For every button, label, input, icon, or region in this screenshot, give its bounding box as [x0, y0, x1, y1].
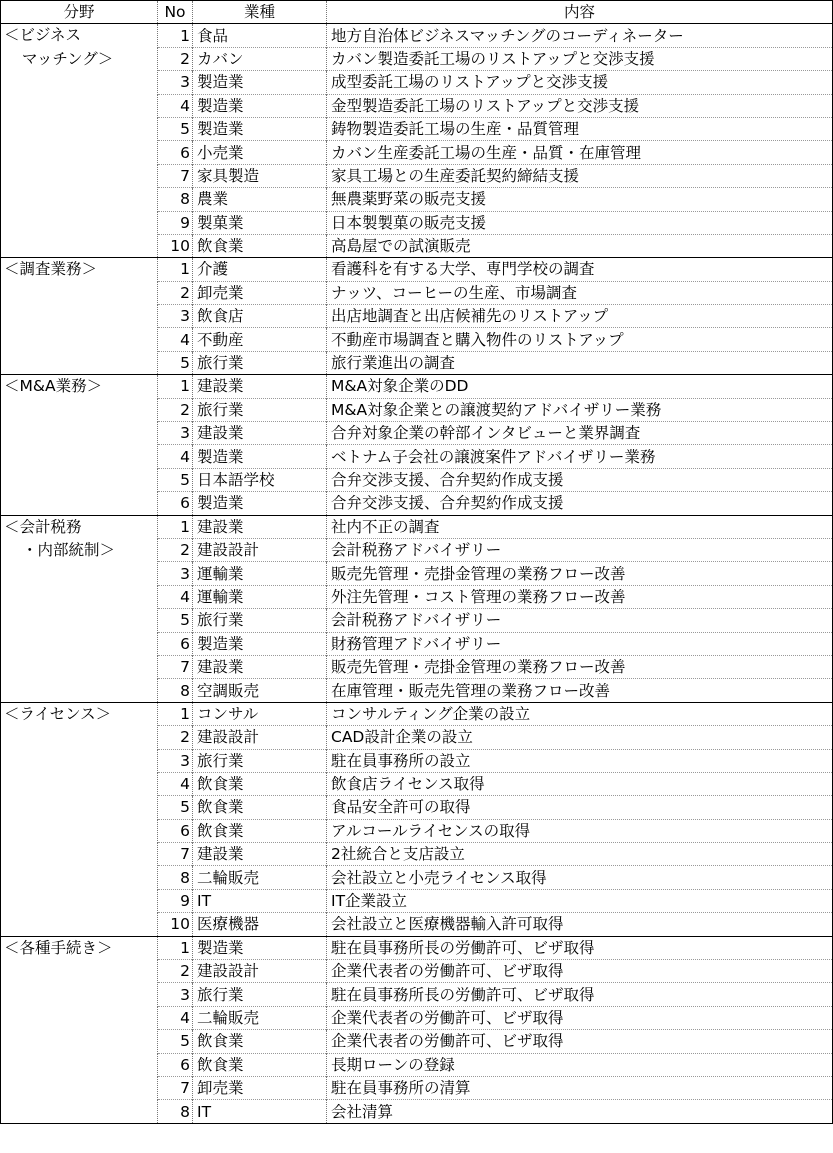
content-cell: 駐在員事務所長の労働許可、ビザ取得	[327, 983, 833, 1006]
industry-cell: 飲食業	[193, 1030, 327, 1053]
table-row	[1, 936, 833, 959]
row-number: 5	[158, 1030, 193, 1053]
industry-cell: 日本語学校	[193, 468, 327, 491]
row-number: 1	[158, 258, 193, 281]
content-cell: 出店地調査と出店候補先のリストアップ	[327, 305, 833, 328]
header-industry: 業種	[193, 1, 327, 24]
category-label: ＜M&A業務＞	[4, 377, 103, 396]
content-cell: 合弁交渉支援、合弁契約作成支援	[327, 468, 833, 491]
table-row	[1, 515, 833, 538]
row-number: 2	[158, 281, 193, 304]
row-number: 3	[158, 71, 193, 94]
content-cell: 無農薬野菜の販売支援	[327, 188, 833, 211]
row-number: 4	[158, 1006, 193, 1029]
content-cell: ベトナム子会社の譲渡案件アドバイザリー業務	[327, 445, 833, 468]
category-label: ＜調査業務＞	[4, 260, 98, 279]
content-cell: 在庫管理・販売先管理の業務フロー改善	[327, 679, 833, 702]
content-cell: 鋳物製造委託工場の生産・品質管理	[327, 117, 833, 140]
row-number: 6	[158, 141, 193, 164]
content-cell: 合弁交渉支援、合弁契約作成支援	[327, 492, 833, 515]
row-number: 4	[158, 94, 193, 117]
industry-cell: 空調販売	[193, 679, 327, 702]
row-number: 5	[158, 468, 193, 491]
row-number: 7	[158, 1076, 193, 1099]
industry-cell: 旅行業	[193, 983, 327, 1006]
industry-cell: 運輸業	[193, 585, 327, 608]
category-label: ・内部統制＞	[22, 541, 116, 559]
row-number: 4	[158, 328, 193, 351]
industry-cell: 旅行業	[193, 351, 327, 374]
industry-cell: 運輸業	[193, 562, 327, 585]
content-cell: 日本製製菓の販売支援	[327, 211, 833, 234]
row-number: 1	[158, 702, 193, 725]
content-cell: 2社統合と支店設立	[327, 843, 833, 866]
content-cell: カバン生産委託工場の生産・品質・在庫管理	[327, 141, 833, 164]
row-number: 7	[158, 843, 193, 866]
row-number: 8	[158, 679, 193, 702]
table-row	[1, 258, 833, 281]
row-number: 10	[158, 913, 193, 936]
row-number: 4	[158, 772, 193, 795]
content-cell: カバン製造委託工場のリストアップと交渉支援	[327, 47, 833, 70]
industry-cell: 建設設計	[193, 538, 327, 561]
content-cell: 企業代表者の労働許可、ビザ取得	[327, 1006, 833, 1029]
header-no: No	[158, 1, 193, 24]
row-number: 9	[158, 211, 193, 234]
content-cell: 地方自治体ビジネスマッチングのコーディネーター	[327, 24, 833, 47]
content-cell: 会計税務アドバイザリー	[327, 538, 833, 561]
row-number: 2	[158, 47, 193, 70]
row-number: 10	[158, 234, 193, 257]
row-number: 4	[158, 445, 193, 468]
row-number: 2	[158, 538, 193, 561]
header-row	[1, 1, 833, 24]
industry-cell: 製造業	[193, 445, 327, 468]
row-number: 2	[158, 726, 193, 749]
industry-cell: コンサル	[193, 702, 327, 725]
category-cell	[1, 515, 158, 702]
content-cell: 看護科を有する大学、専門学校の調査	[327, 258, 833, 281]
row-number: 1	[158, 24, 193, 47]
industry-cell: 飲食店	[193, 305, 327, 328]
content-cell: M&A対象企業のDD	[327, 375, 833, 398]
industry-cell: 建設業	[193, 655, 327, 678]
content-cell: 企業代表者の労働許可、ビザ取得	[327, 960, 833, 983]
content-cell: コンサルティング企業の設立	[327, 702, 833, 725]
industry-cell: 製造業	[193, 94, 327, 117]
content-cell: 食品安全許可の取得	[327, 796, 833, 819]
category-cell	[1, 936, 158, 1123]
industry-cell: 建設業	[193, 422, 327, 445]
industry-cell: 卸売業	[193, 281, 327, 304]
content-cell: 販売先管理・売掛金管理の業務フロー改善	[327, 655, 833, 678]
industry-cell: 飲食業	[193, 234, 327, 257]
header-category: 分野	[1, 1, 158, 24]
row-number: 8	[158, 1100, 193, 1123]
content-cell: 社内不正の調査	[327, 515, 833, 538]
table-row	[1, 24, 833, 47]
row-number: 3	[158, 983, 193, 1006]
category-cell	[1, 258, 158, 375]
content-cell: 長期ローンの登録	[327, 1053, 833, 1076]
industry-cell: 飲食業	[193, 1053, 327, 1076]
row-number: 5	[158, 117, 193, 140]
row-number: 3	[158, 422, 193, 445]
category-label: ＜各種手続き＞	[4, 938, 113, 957]
row-number: 6	[158, 819, 193, 842]
industry-cell: カバン	[193, 47, 327, 70]
content-cell: 販売先管理・売掛金管理の業務フロー改善	[327, 562, 833, 585]
row-number: 7	[158, 655, 193, 678]
industry-cell: 旅行業	[193, 609, 327, 632]
industry-cell: IT	[193, 889, 327, 912]
content-cell: 会計税務アドバイザリー	[327, 609, 833, 632]
category-label: ＜会計税務	[4, 517, 82, 536]
row-number: 1	[158, 936, 193, 959]
row-number: 5	[158, 609, 193, 632]
industry-cell: 食品	[193, 24, 327, 47]
content-cell: アルコールライセンスの取得	[327, 819, 833, 842]
content-cell: 成型委託工場のリストアップと交渉支援	[327, 71, 833, 94]
table-row	[1, 375, 833, 398]
row-number: 2	[158, 398, 193, 421]
row-number: 2	[158, 960, 193, 983]
row-number: 3	[158, 749, 193, 772]
industry-cell: 旅行業	[193, 749, 327, 772]
content-cell: 旅行業進出の調査	[327, 351, 833, 374]
content-cell: 駐在員事務所の設立	[327, 749, 833, 772]
industry-cell: 建設業	[193, 515, 327, 538]
category-cell	[1, 24, 158, 258]
category-cell	[1, 702, 158, 936]
row-number: 3	[158, 305, 193, 328]
industry-cell: 建設設計	[193, 960, 327, 983]
row-number: 7	[158, 164, 193, 187]
industry-cell: 飲食業	[193, 819, 327, 842]
category-label: ＜ライセンス＞	[4, 704, 112, 723]
industry-cell: 製菓業	[193, 211, 327, 234]
content-cell: 駐在員事務所長の労働許可、ビザ取得	[327, 936, 833, 959]
row-number: 6	[158, 492, 193, 515]
industry-cell: 建設設計	[193, 726, 327, 749]
content-cell: ナッツ、コーヒーの生産、市場調査	[327, 281, 833, 304]
content-cell: IT企業設立	[327, 889, 833, 912]
industry-cell: 製造業	[193, 71, 327, 94]
row-number: 4	[158, 585, 193, 608]
industry-cell: 農業	[193, 188, 327, 211]
category-label: ＜ビジネス	[4, 26, 82, 45]
content-cell: 企業代表者の労働許可、ビザ取得	[327, 1030, 833, 1053]
industry-cell: 建設業	[193, 375, 327, 398]
industry-cell: IT	[193, 1100, 327, 1123]
row-number: 5	[158, 351, 193, 374]
row-number: 8	[158, 188, 193, 211]
content-cell: 財務管理アドバイザリー	[327, 632, 833, 655]
industry-cell: 飲食業	[193, 796, 327, 819]
content-cell: 高島屋での試演販売	[327, 234, 833, 257]
industry-cell: 旅行業	[193, 398, 327, 421]
row-number: 5	[158, 796, 193, 819]
industry-cell: 飲食業	[193, 772, 327, 795]
industry-cell: 製造業	[193, 936, 327, 959]
category-cell	[1, 375, 158, 515]
table-row	[1, 702, 833, 725]
row-number: 8	[158, 866, 193, 889]
header-content: 内容	[327, 1, 833, 24]
content-cell: 会社清算	[327, 1100, 833, 1123]
table-body	[1, 24, 833, 1123]
industry-cell: 製造業	[193, 117, 327, 140]
category-label: マッチング＞	[22, 49, 114, 68]
industry-cell: 建設業	[193, 843, 327, 866]
industry-cell: 製造業	[193, 492, 327, 515]
row-number: 6	[158, 632, 193, 655]
content-cell: 金型製造委託工場のリストアップと交渉支援	[327, 94, 833, 117]
row-number: 6	[158, 1053, 193, 1076]
content-cell: 家具工場との生産委託契約締結支援	[327, 164, 833, 187]
industry-cell: 不動産	[193, 328, 327, 351]
row-number: 1	[158, 375, 193, 398]
content-cell: CAD設計企業の設立	[327, 726, 833, 749]
industry-cell: 卸売業	[193, 1076, 327, 1099]
content-cell: 外注先管理・コスト管理の業務フロー改善	[327, 585, 833, 608]
row-number: 3	[158, 562, 193, 585]
content-cell: 会社設立と小売ライセンス取得	[327, 866, 833, 889]
industry-cell: 家具製造	[193, 164, 327, 187]
content-cell: 飲食店ライセンス取得	[327, 772, 833, 795]
industry-cell: 二輪販売	[193, 1006, 327, 1029]
content-cell: 不動産市場調査と購入物件のリストアップ	[327, 328, 833, 351]
industry-cell: 小売業	[193, 141, 327, 164]
row-number: 9	[158, 889, 193, 912]
content-cell: 会社設立と医療機器輸入許可取得	[327, 913, 833, 936]
industry-cell: 製造業	[193, 632, 327, 655]
content-cell: 合弁対象企業の幹部インタビューと業界調査	[327, 422, 833, 445]
content-cell: M&A対象企業との譲渡契約アドバイザリー業務	[327, 398, 833, 421]
industry-cell: 介護	[193, 258, 327, 281]
industry-cell: 二輪販売	[193, 866, 327, 889]
industry-cell: 医療機器	[193, 913, 327, 936]
content-cell: 駐在員事務所の清算	[327, 1076, 833, 1099]
row-number: 1	[158, 515, 193, 538]
